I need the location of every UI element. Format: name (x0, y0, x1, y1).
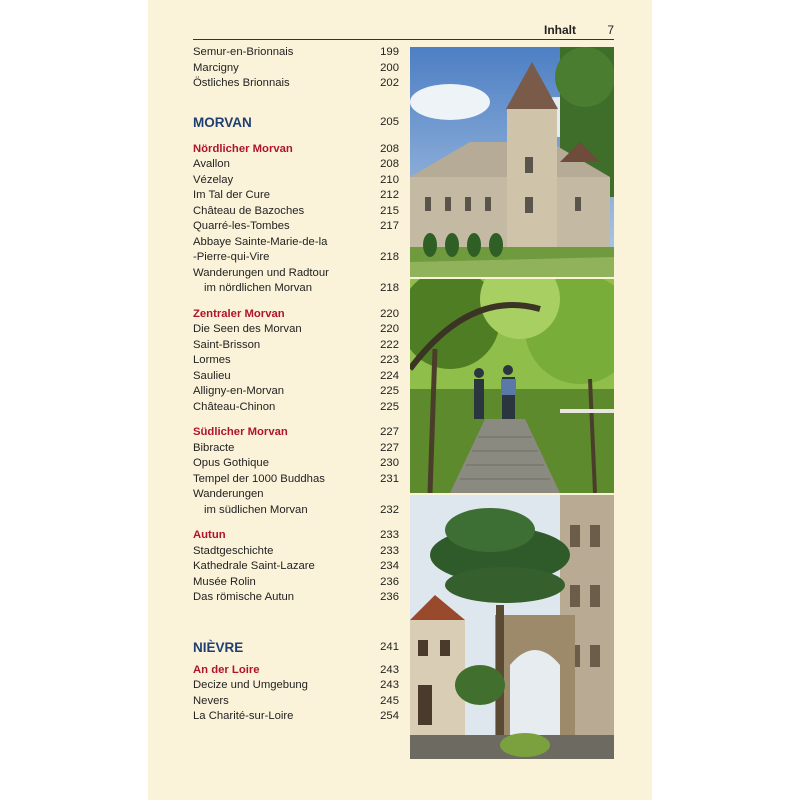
toc-entry-title: Autun (193, 529, 226, 541)
toc-entry-continuation (193, 503, 399, 519)
toc-entry-title: Nevers (193, 694, 229, 707)
toc-entry-title: Wanderungen (193, 488, 264, 500)
toc-entry (193, 441, 399, 457)
forest-hikers-photo (410, 279, 614, 493)
toc-entry (193, 400, 399, 416)
toc-entry-page: 218 (380, 282, 399, 294)
toc-entry-title: im nördlichen Morvan (204, 282, 312, 294)
town-gate-photo (410, 495, 614, 759)
toc-entry-page: 199 (380, 46, 399, 58)
toc-entry-title: Abbaye Sainte-Marie-de-la (193, 235, 328, 248)
toc-entry-title: Musée Rolin (193, 575, 256, 588)
toc-entry-title: NIÈVRE (193, 639, 244, 655)
toc-entry (193, 322, 399, 338)
toc-entry (193, 76, 399, 92)
toc-entry-page: 236 (380, 575, 399, 588)
subregion-heading (193, 663, 399, 679)
toc-entry (193, 384, 399, 400)
toc-entry-title: -Pierre-qui-Vire (193, 251, 270, 263)
toc-entry-title: Quarré-les-Tombes (193, 220, 290, 232)
toc-entry-title: Das römische Autun (193, 591, 295, 603)
toc-entry-page: 233 (380, 529, 399, 541)
subregion-heading (193, 142, 399, 158)
table-of-contents (193, 45, 399, 725)
toc-entry-title: im südlichen Morvan (204, 503, 308, 516)
toc-entry-page: 236 (380, 591, 399, 603)
toc-entry-page: 243 (380, 663, 399, 676)
toc-entry-title: Alligny-en-Morvan (193, 385, 285, 397)
toc-entry-page: 234 (380, 560, 399, 572)
toc-entry-page: 220 (380, 307, 399, 320)
toc-entry-page: 223 (380, 354, 399, 366)
page-header (193, 22, 614, 40)
toc-entry-title: Lormes (193, 354, 231, 366)
toc-entry-page: 224 (380, 369, 399, 382)
toc-entry (193, 45, 399, 61)
subregion-heading (193, 425, 399, 441)
toc-entry (193, 157, 399, 173)
toc-entry-page: 220 (380, 323, 399, 335)
toc-entry-title: Opus Gothique (193, 457, 269, 469)
toc-entry (193, 559, 399, 575)
toc-entry (193, 472, 399, 488)
toc-entry-title: Nördlicher Morvan (193, 142, 293, 155)
toc-entry (193, 235, 399, 251)
toc-entry-title: Vézelay (193, 173, 234, 186)
toc-entry-page: 227 (380, 441, 399, 454)
toc-entry-page: 208 (380, 158, 399, 170)
toc-entry-title: Östliches Brionnais (193, 77, 290, 89)
toc-entry (193, 487, 399, 503)
chateau-photo (410, 47, 614, 277)
toc-entry (193, 678, 399, 694)
toc-entry-page: 212 (380, 189, 399, 201)
toc-entry-title: Tempel der 1000 Buddhas (193, 472, 325, 485)
toc-entry-title: Saulieu (193, 369, 231, 382)
toc-entry-title: Die Seen des Morvan (193, 323, 302, 335)
toc-entry-title: Château-Chinon (193, 400, 276, 413)
toc-entry-page: 227 (380, 426, 399, 438)
toc-entry-title: Bibracte (193, 441, 235, 454)
toc-entry-page: 254 (380, 710, 399, 722)
toc-entry-page: 222 (380, 338, 399, 351)
toc-entry-title: La Charité-sur-Loire (193, 710, 294, 722)
toc-entry (193, 544, 399, 560)
toc-entry (193, 250, 399, 266)
toc-entry (193, 219, 399, 235)
toc-entry (193, 204, 399, 220)
toc-entry-title: Kathedrale Saint-Lazare (193, 560, 315, 572)
toc-entry-page: 225 (380, 385, 399, 397)
toc-entry-page: 225 (380, 400, 399, 413)
toc-entry (193, 61, 399, 77)
toc-entry-title: Decize und Umgebung (193, 679, 308, 691)
toc-entry (193, 694, 399, 710)
toc-entry (193, 575, 399, 591)
toc-entry-title: Stadtgeschichte (193, 544, 274, 557)
subregion-heading (193, 528, 399, 544)
toc-entry (193, 353, 399, 369)
toc-entry-page: 232 (380, 503, 399, 516)
toc-entry (193, 338, 399, 354)
toc-entry-page: 208 (380, 142, 399, 155)
region-heading (193, 638, 399, 657)
toc-entry-page: 231 (380, 472, 399, 485)
toc-entry-page: 233 (380, 544, 399, 557)
toc-entry-page: 210 (380, 173, 399, 186)
toc-entry (193, 456, 399, 472)
toc-entry-title: Wanderungen und Radtour (193, 266, 329, 279)
toc-entry-title: Avallon (193, 158, 230, 170)
toc-entry (193, 266, 399, 282)
toc-entry-title: Südlicher Morvan (193, 426, 288, 438)
toc-entry (193, 590, 399, 606)
toc-entry-page: 205 (380, 115, 399, 128)
toc-entry (193, 173, 399, 189)
toc-entry (193, 709, 399, 725)
subregion-heading (193, 307, 399, 323)
toc-entry-title: An der Loire (193, 663, 260, 676)
section-title: Inhalt (544, 23, 576, 37)
toc-entry-page: 217 (380, 220, 399, 232)
toc-entry-page: 230 (380, 457, 399, 469)
page-number: 7 (607, 23, 614, 37)
toc-entry (193, 188, 399, 204)
toc-entry-page: 215 (380, 204, 399, 217)
toc-entry-page: 218 (380, 251, 399, 263)
toc-entry-page: 241 (380, 640, 399, 653)
toc-entry-title: Saint-Brisson (193, 338, 261, 351)
toc-entry-title: MORVAN (193, 114, 252, 130)
toc-entry-page: 243 (380, 679, 399, 691)
toc-entry-title: Semur-en-Brionnais (193, 46, 294, 58)
toc-entry-page: 202 (380, 77, 399, 89)
toc-entry-title: Château de Bazoches (193, 204, 305, 217)
toc-entry-page: 200 (380, 61, 399, 74)
toc-entry-continuation (193, 281, 399, 297)
toc-entry-page: 245 (380, 694, 399, 707)
toc-entry-title: Marcigny (193, 61, 239, 74)
region-heading (193, 113, 399, 132)
toc-entry-title: Im Tal der Cure (193, 189, 271, 201)
toc-entry-title: Zentraler Morvan (193, 307, 285, 320)
toc-entry (193, 369, 399, 385)
